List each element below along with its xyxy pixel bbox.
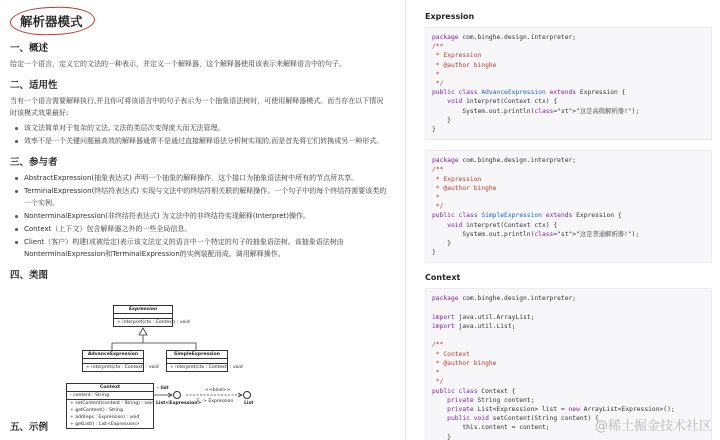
code-line: } [432,126,436,134]
applicability-list [10,122,390,147]
code-line: System.out.println(class="st">"这是高级解析器!"); [432,107,640,115]
code-line: */ [432,203,444,211]
code-line: System.out.println(class="st">"这是普通解析器!"); [432,230,640,238]
uml-role-label: - list [157,386,169,391]
uml-bind-stereotype: <<bind>> [205,388,231,393]
code-line: private String content; [447,396,535,404]
list-item: TerminalExpression(终结符表达式) 实现与文法中的终结符相关联的解释操作。一个句子中的每个终结符需要该类的一个实例。 [10,185,390,209]
overview-text: 给定一个语言，定义它的文法的一种表示，并定义一个解释器，这个解释器使用该表示来解释语言中的句子。 [10,60,346,68]
code-line: * [432,369,440,377]
code-line: package com.binghe.design.interpreter; [432,295,577,303]
code-line: * Expression [432,175,482,183]
section-heading-example: 五、示例 [10,422,49,433]
code-line: * Expression [432,52,482,60]
section-heading-overview: 一、概述 [10,43,49,54]
code-line: package com.binghe.design.interpreter; [432,34,577,41]
code-line: } [432,240,451,248]
uml-operation: + add(eps : Expression) : void [70,415,140,420]
uml-attribute: - content : String [70,393,109,398]
code-line: public class Context { [432,387,516,395]
code-line: * @author binghe [432,184,497,192]
code-line: import java.util.ArrayList; [432,313,535,321]
code-line [432,331,705,340]
code-line: * Context [432,350,470,358]
page-divider [405,0,406,440]
uml-class-name: Expression [114,306,172,314]
code-line: } [432,433,451,440]
code-line: void interpret(Context ctx) { [447,98,558,106]
title-highlight [12,8,91,33]
code-line: this.content = content; [432,424,550,432]
class-diagram [10,287,400,427]
section-heading-class-diagram: 四、类图 [10,270,49,281]
code-block-advance-expression [425,27,712,140]
page-title: 解析器模式 [20,14,83,29]
uml-operation: + getList() : List<Expression> [70,422,140,427]
code-line: import java.util.List; [432,323,516,331]
uml-operation: + interpret(ctx : Context) : void [167,363,227,371]
uml-class-simple-expression [166,350,243,372]
uml-operation: + interpret(ctx : Context) : void [114,318,172,326]
code-line: public class SimpleExpression extends Expression { [432,212,622,220]
uml-class-expression [113,305,190,327]
uml-operation: + interpret(ctx : Context) : void [83,363,143,371]
code-line: /** [432,341,444,349]
code-line: void interpret(Context ctx) { [447,221,558,229]
uml-class-name: Context [67,384,153,392]
code-line: } [432,249,436,257]
code-line: /** [432,166,444,174]
section-heading-participants: 三、参与者 [10,157,58,168]
uml-class-name: SimpleExpression [167,351,227,359]
participants-list [10,172,390,260]
uml-operation: + setContent(content : String) : void [70,401,155,406]
code-line: * [432,194,440,202]
section-heading-applicability: 二、适用性 [10,80,58,91]
code-line: public void setContent(String content) { [447,415,599,423]
code-heading-context: Context [425,273,461,283]
uml-interface-circle [243,391,251,399]
list-item: 效率不是一个关键问题最高效的解释器通常不是通过直接解释语法分析树实现的,而是首先将它们转换成另一种形式。 [10,135,390,147]
right-document-page [415,0,720,440]
code-line: package com.binghe.design.interpreter; [432,157,577,165]
list-item: NonterminalExpression(非终结符表达式) 为文法中的非终结符实现解释(Interpret)操作。 [10,210,390,222]
list-item: Client（客户）构建(或被给定)表示该文法定义的语言中一个特定的句子的抽象语法树。该抽象语法树由NonterminalExpression和TerminalExpression的实例装配而成。调用解释操作。 [10,236,390,260]
code-line: * @author binghe [432,61,497,69]
code-heading-expression: Expression [425,12,475,21]
list-item: 该文法简单对于复杂的文法, 文法的类层次变得庞大而无法管理。 [10,122,390,134]
code-block-simple-expression [425,150,712,263]
code-line: public class AdvanceExpression extends Expression { [432,89,626,97]
uml-class-advance-expression [82,350,159,372]
uml-bind-parameter: E -> Expression [197,399,234,404]
uml-list-class-label: List [244,401,254,406]
code-line: * [432,70,440,78]
applicability-text: 当有一个语言需要解释执行,并且你可将该语言中的句子表示为一个抽象语法树时，可使用解释器模式。而当存在以下情况时该模式效果最好: [10,97,384,117]
uml-operation: + getContent() : String [70,408,123,413]
code-line: /** [432,43,444,51]
list-item: AbstractExpression(抽象表达式) 声明一个抽象的解释操作，这个接口为抽象语法树中所有的节点所共享。 [10,172,390,184]
code-line [432,304,705,313]
code-line: } [432,116,451,124]
code-line: private List<Expression> list = new ArrayList<Expression>(); [447,405,675,413]
uml-class-context [66,383,154,429]
code-line: * @author binghe [432,359,497,367]
code-line: */ [432,378,444,386]
list-item: Context（上下文）包含解释器之外的一些全局信息。 [10,223,390,235]
watermark: @稀土掘金技术社区 [594,419,712,434]
uml-list-expression-label: List<Expression> [156,401,202,406]
uml-class-name: AdvanceExpression [83,351,143,359]
uml-interface-circle [173,391,181,399]
code-line: */ [432,80,444,88]
